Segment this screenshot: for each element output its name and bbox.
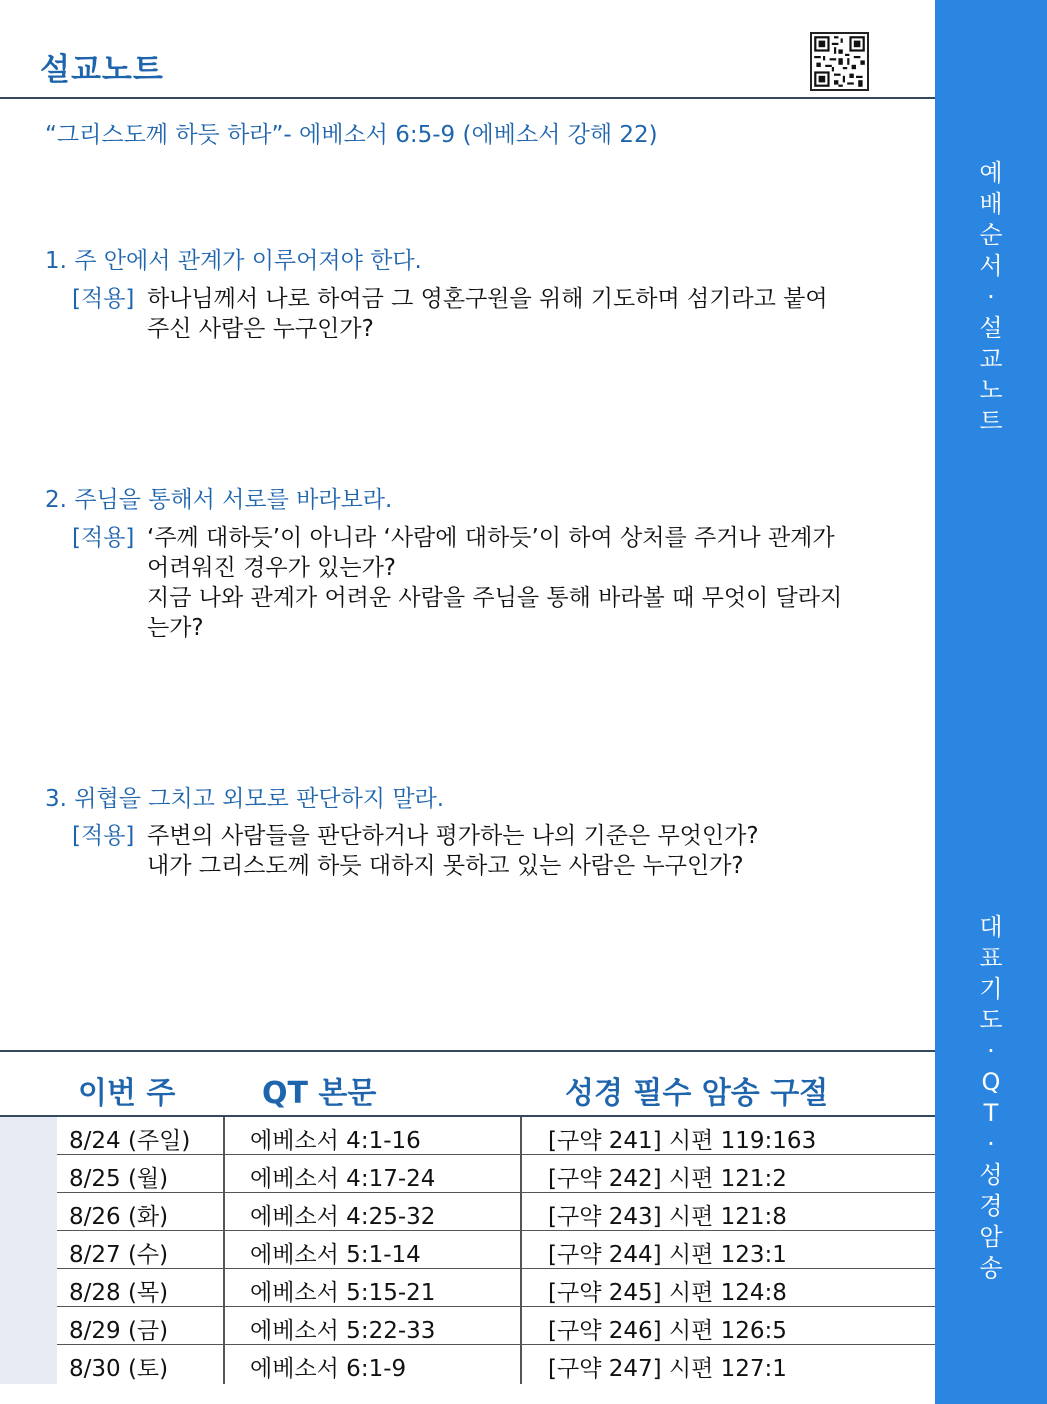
sidebar-char: 트 <box>979 407 1003 435</box>
sidebar-char: 서 <box>979 252 1003 280</box>
sidebar-char: 대 <box>979 913 1003 941</box>
table-cell-date: 8/28 (목) <box>69 1280 169 1306</box>
table-header-memory-verse: 성경 필수 암송 구절 <box>565 1076 829 1111</box>
table-cell-date: 8/30 (토) <box>69 1356 169 1382</box>
point-1-application <box>72 284 828 344</box>
table-top-divider <box>0 1050 935 1052</box>
sermon-subtitle: “그리스도께 하듯 하라”- 에베소서 6:5-9 (에베소서 강해 22) <box>45 122 658 148</box>
table-cell-qt: 에베소서 6:1-9 <box>250 1356 407 1382</box>
point-2-heading: 2. 주님을 통해서 서로를 바라보라. <box>45 487 393 513</box>
table-cell-date: 8/26 (화) <box>69 1204 169 1230</box>
sidebar-char: 설 <box>979 314 1003 342</box>
apply-line: 주변의 사람들을 판단하거나 평가하는 나의 기준은 무엇인가? <box>147 823 759 849</box>
table-cell-date: 8/24 (주일) <box>69 1128 191 1154</box>
apply-line: 내가 그리스도께 하듯 대하지 못하고 있는 사람은 누구인가? <box>147 853 744 879</box>
table-column-divider <box>520 1117 522 1384</box>
sidebar-char: 배 <box>979 190 1003 218</box>
table-cell-verse: [구약 243] 시편 121:8 <box>548 1204 787 1230</box>
table-cell-verse: [구약 247] 시편 127:1 <box>548 1356 787 1382</box>
sidebar-label-top <box>935 158 1047 437</box>
table-row <box>57 1117 935 1155</box>
point-1-heading: 1. 주 안에서 관계가 이루어져야 한다. <box>45 248 422 274</box>
table-cell-qt: 에베소서 5:22-33 <box>250 1318 436 1344</box>
sidebar-char: 교 <box>979 345 1003 373</box>
table-column-divider <box>223 1117 225 1384</box>
table-cell-qt: 에베소서 5:1-14 <box>250 1242 421 1268</box>
sidebar-char: 경 <box>979 1192 1003 1220</box>
point-3-application <box>72 821 759 881</box>
sidebar-char: Q <box>981 1068 1001 1096</box>
apply-line: 하나님께서 나로 하여금 그 영혼구원을 위해 기도하며 섬기라고 붙여 <box>147 286 828 312</box>
header-divider <box>0 97 935 99</box>
table-cell-date: 8/27 (수) <box>69 1242 169 1268</box>
table-cell-date: 8/29 (금) <box>69 1318 169 1344</box>
page-title: 설교노트 <box>40 52 164 88</box>
table-row <box>57 1155 935 1193</box>
sidebar-char: 송 <box>979 1254 1003 1282</box>
table-cell-verse: [구약 245] 시편 124:8 <box>548 1280 787 1306</box>
sidebar-char: 표 <box>979 944 1003 972</box>
table-header-week: 이번 주 <box>78 1076 176 1111</box>
point-3-heading: 3. 위협을 그치고 외모로 판단하지 말라. <box>45 786 445 812</box>
sidebar-char: · <box>987 1037 995 1065</box>
sidebar-char: 예 <box>979 159 1003 187</box>
sidebar-char: 암 <box>979 1223 1003 1251</box>
table-row <box>57 1193 935 1231</box>
table-cell-qt: 에베소서 4:1-16 <box>250 1128 421 1154</box>
apply-tag: [적용] <box>72 823 135 849</box>
apply-line: 어려워진 경우가 있는가? <box>147 555 397 581</box>
table-cell-verse: [구약 242] 시편 121:2 <box>548 1166 787 1192</box>
apply-line: 는가? <box>147 615 204 641</box>
table-cell-qt: 에베소서 5:15-21 <box>250 1280 436 1306</box>
apply-tag: [적용] <box>72 525 135 551</box>
table-header-qt: QT 본문 <box>262 1076 377 1111</box>
apply-tag: [적용] <box>72 286 135 312</box>
table-row <box>57 1269 935 1307</box>
sidebar-char: 노 <box>979 376 1003 404</box>
table-row <box>57 1231 935 1269</box>
sidebar-char: 도 <box>979 1006 1003 1034</box>
table-cell-verse: [구약 246] 시편 126:5 <box>548 1318 787 1344</box>
sidebar <box>935 0 1047 1404</box>
point-2-application <box>72 523 842 643</box>
sidebar-char: · <box>987 283 995 311</box>
table-cell-qt: 에베소서 4:17-24 <box>250 1166 436 1192</box>
qr-code-icon <box>810 32 869 91</box>
sidebar-char: 성 <box>979 1161 1003 1189</box>
apply-line: ‘주께 대하듯’이 아니라 ‘사람에 대하듯’이 하여 상처를 주거나 관계가 <box>147 525 835 551</box>
table-row <box>57 1307 935 1345</box>
table-cell-verse: [구약 244] 시편 123:1 <box>548 1242 787 1268</box>
sidebar-char: · <box>987 1130 995 1158</box>
table-cell-verse: [구약 241] 시편 119:163 <box>548 1128 817 1154</box>
table-cell-date: 8/25 (월) <box>69 1166 169 1192</box>
table-cell-qt: 에베소서 4:25-32 <box>250 1204 436 1230</box>
apply-line: 주신 사람은 누구인가? <box>147 316 374 342</box>
sidebar-char: 기 <box>979 975 1003 1003</box>
sidebar-label-bottom <box>935 912 1047 1284</box>
sidebar-char: 순 <box>979 221 1003 249</box>
table-row <box>57 1345 935 1383</box>
sidebar-char: T <box>983 1099 999 1127</box>
apply-line: 지금 나와 관계가 어려운 사람을 주님을 통해 바라볼 때 무엇이 달라지 <box>147 585 843 611</box>
table-left-band <box>0 1117 57 1384</box>
